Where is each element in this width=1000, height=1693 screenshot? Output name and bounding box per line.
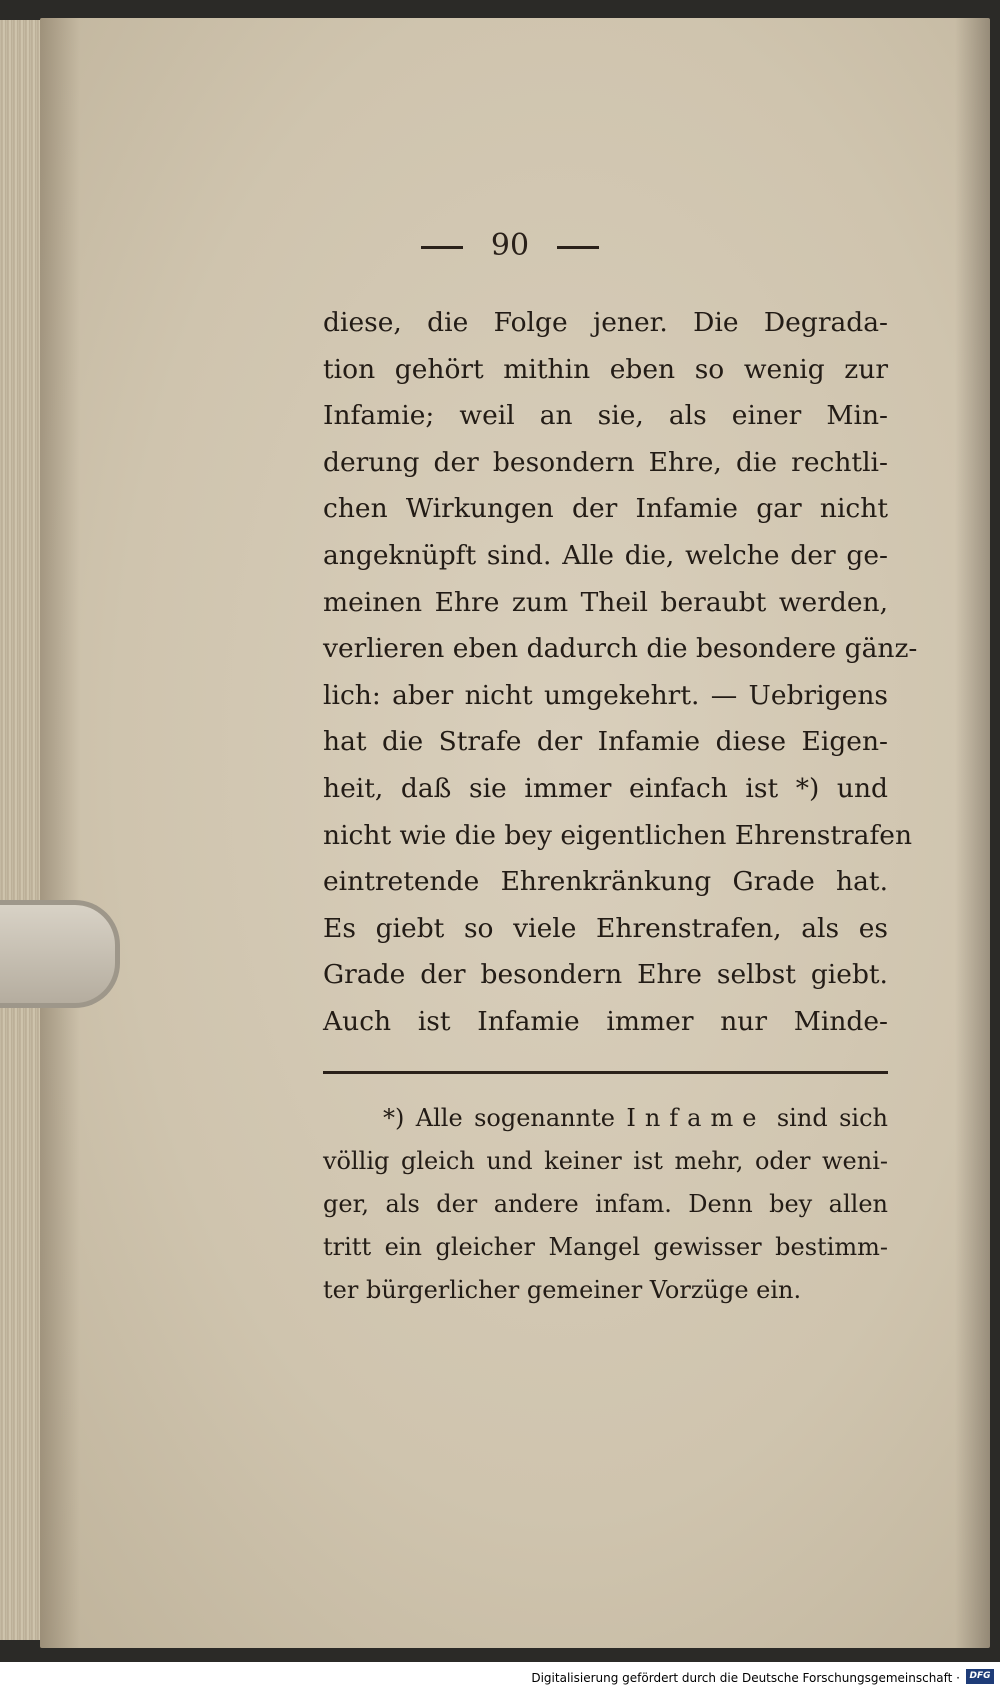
footnote-line: tritt ein gleicher Mangel gewisser bestimm- — [323, 1233, 888, 1261]
text-line: lich: aber nicht umgekehrt. — Uebrigens — [323, 679, 888, 711]
body-text — [323, 300, 918, 1046]
text-line: Auch ist Infamie immer nur Minde- — [323, 1005, 888, 1037]
text-line: chen Wirkungen der Infamie gar nicht — [323, 493, 888, 525]
text-line: hat die Strafe der Infamie diese Eigen- — [323, 726, 888, 758]
gutter-shadow — [40, 18, 80, 1648]
text-line: Grade der besondern Ehre selbst giebt. — [323, 959, 888, 991]
credit-text: Digitalisierung gefördert durch die Deutsche Forschungsgemeinschaft · — [531, 1671, 960, 1685]
footnote-line: ger, als der andere infam. Denn bey allen — [323, 1190, 888, 1218]
footnote-line — [323, 1097, 888, 1140]
footnote-line: ter bürgerlicher gemeiner Vorzüge ein. — [323, 1276, 802, 1304]
footnote-rule — [323, 1071, 888, 1074]
text-line: Infamie; weil an sie, als einer Min- — [323, 400, 888, 432]
credit-bar — [0, 1662, 1000, 1693]
footnote-text: *) Alle sogenannte — [383, 1104, 627, 1132]
text-line: verlieren eben dadurch die besondere gänz- — [323, 633, 918, 665]
footnote-text: sind sich — [765, 1104, 888, 1132]
text-line: heit, daß sie immer einfach ist *) und — [323, 772, 888, 804]
text-line: diese, die Folge jener. Die Degrada- — [323, 307, 888, 338]
footnote-line: völlig gleich und keiner ist mehr, oder weni- — [323, 1147, 888, 1175]
page-header — [300, 228, 720, 263]
text-line: Es giebt so viele Ehrenstrafen, als es — [323, 912, 888, 944]
text-line: derung der besondern Ehre, die rechtli- — [323, 446, 888, 478]
text-line: nicht wie die bey eigentlichen Ehrenstrafen — [323, 819, 913, 851]
edge-shadow — [955, 18, 990, 1648]
header-dash-right — [557, 246, 599, 249]
text-line: tion gehört mithin eben so wenig zur — [323, 353, 888, 385]
text-line: meinen Ehre zum Theil beraubt werden, — [323, 586, 888, 618]
paper-clip — [0, 900, 120, 1008]
text-line: angeknüpft sind. Alle die, welche der ge- — [323, 539, 888, 571]
text-line: eintretende Ehrenkränkung Grade hat. — [323, 866, 888, 898]
page-number: 90 — [490, 228, 530, 263]
footnote-emphasis: Infame — [626, 1104, 766, 1132]
dfg-logo-icon: DFG — [966, 1669, 994, 1684]
header-dash-left — [421, 246, 463, 249]
footnote — [323, 1097, 888, 1312]
